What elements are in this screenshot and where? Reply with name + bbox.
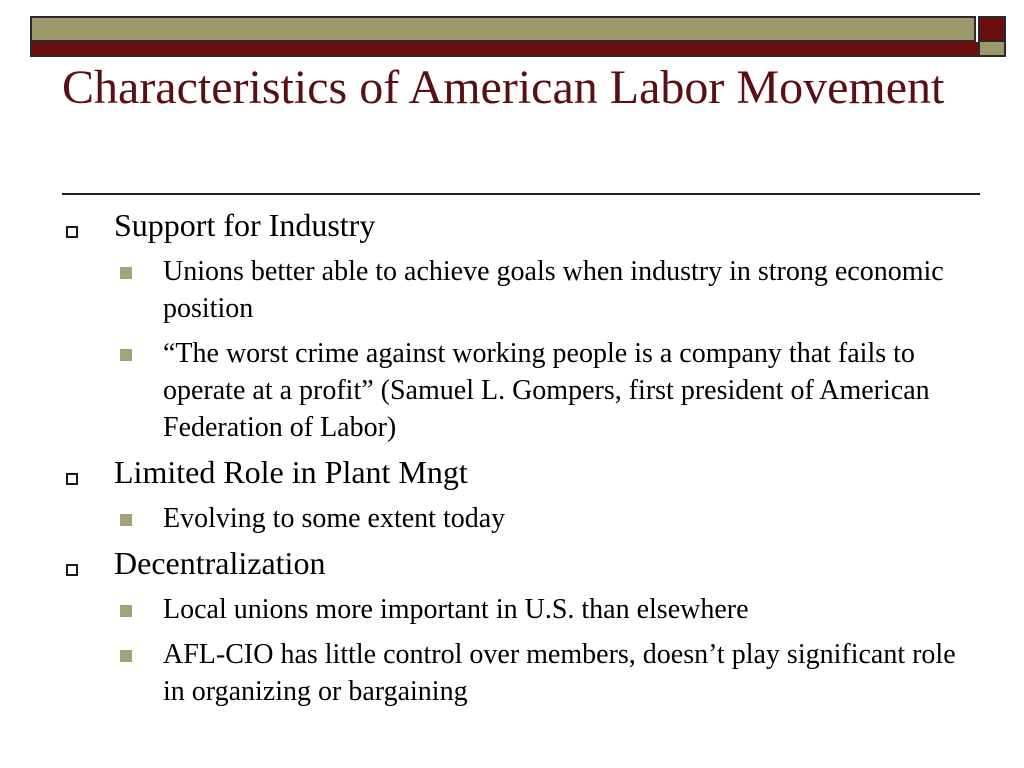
slide-title: Characteristics of American Labor Movement [62,61,945,114]
sub-bullet-text: “The worst crime against working people is a company that fails to operate at a profit” (Samuel L. Gompers, first president of American Federation of Labor) [163,338,930,443]
sub-bullet [62,500,982,537]
bullet-decentralization [62,543,982,583]
filled-square-bullet-icon [120,650,132,662]
header-band-red [30,42,1006,57]
sub-bullet [62,253,982,327]
header-band-olive [30,16,976,42]
bullet-text: Support for Industry [114,207,376,243]
header-square-red [978,16,1006,42]
sub-bullet-text: Evolving to some extent today [163,503,506,534]
filled-square-bullet-icon [120,514,132,526]
sub-bullet-text: Unions better able to achieve goals when industry in strong economic position [163,256,944,324]
header-square-olive [978,42,1006,57]
title-divider [62,193,980,195]
hollow-square-bullet-icon [66,473,78,485]
sub-bullet-text: Local unions more important in U.S. than elsewhere [163,594,749,625]
bullet-text: Decentralization [114,545,326,581]
sub-bullet [62,591,982,628]
filled-square-bullet-icon [120,349,132,361]
bullet-support-for-industry [62,205,982,245]
filled-square-bullet-icon [120,267,132,279]
sub-bullet-text: AFL-CIO has little control over members, doesn’t play significant role in organizing or bargaining [163,639,956,707]
hollow-square-bullet-icon [66,564,78,576]
slide-content [62,205,982,710]
bullet-text: Limited Role in Plant Mngt [114,454,468,490]
filled-square-bullet-icon [120,605,132,617]
sub-bullet [62,636,982,710]
sub-bullet [62,335,982,446]
hollow-square-bullet-icon [66,226,78,238]
bullet-limited-role [62,452,982,492]
